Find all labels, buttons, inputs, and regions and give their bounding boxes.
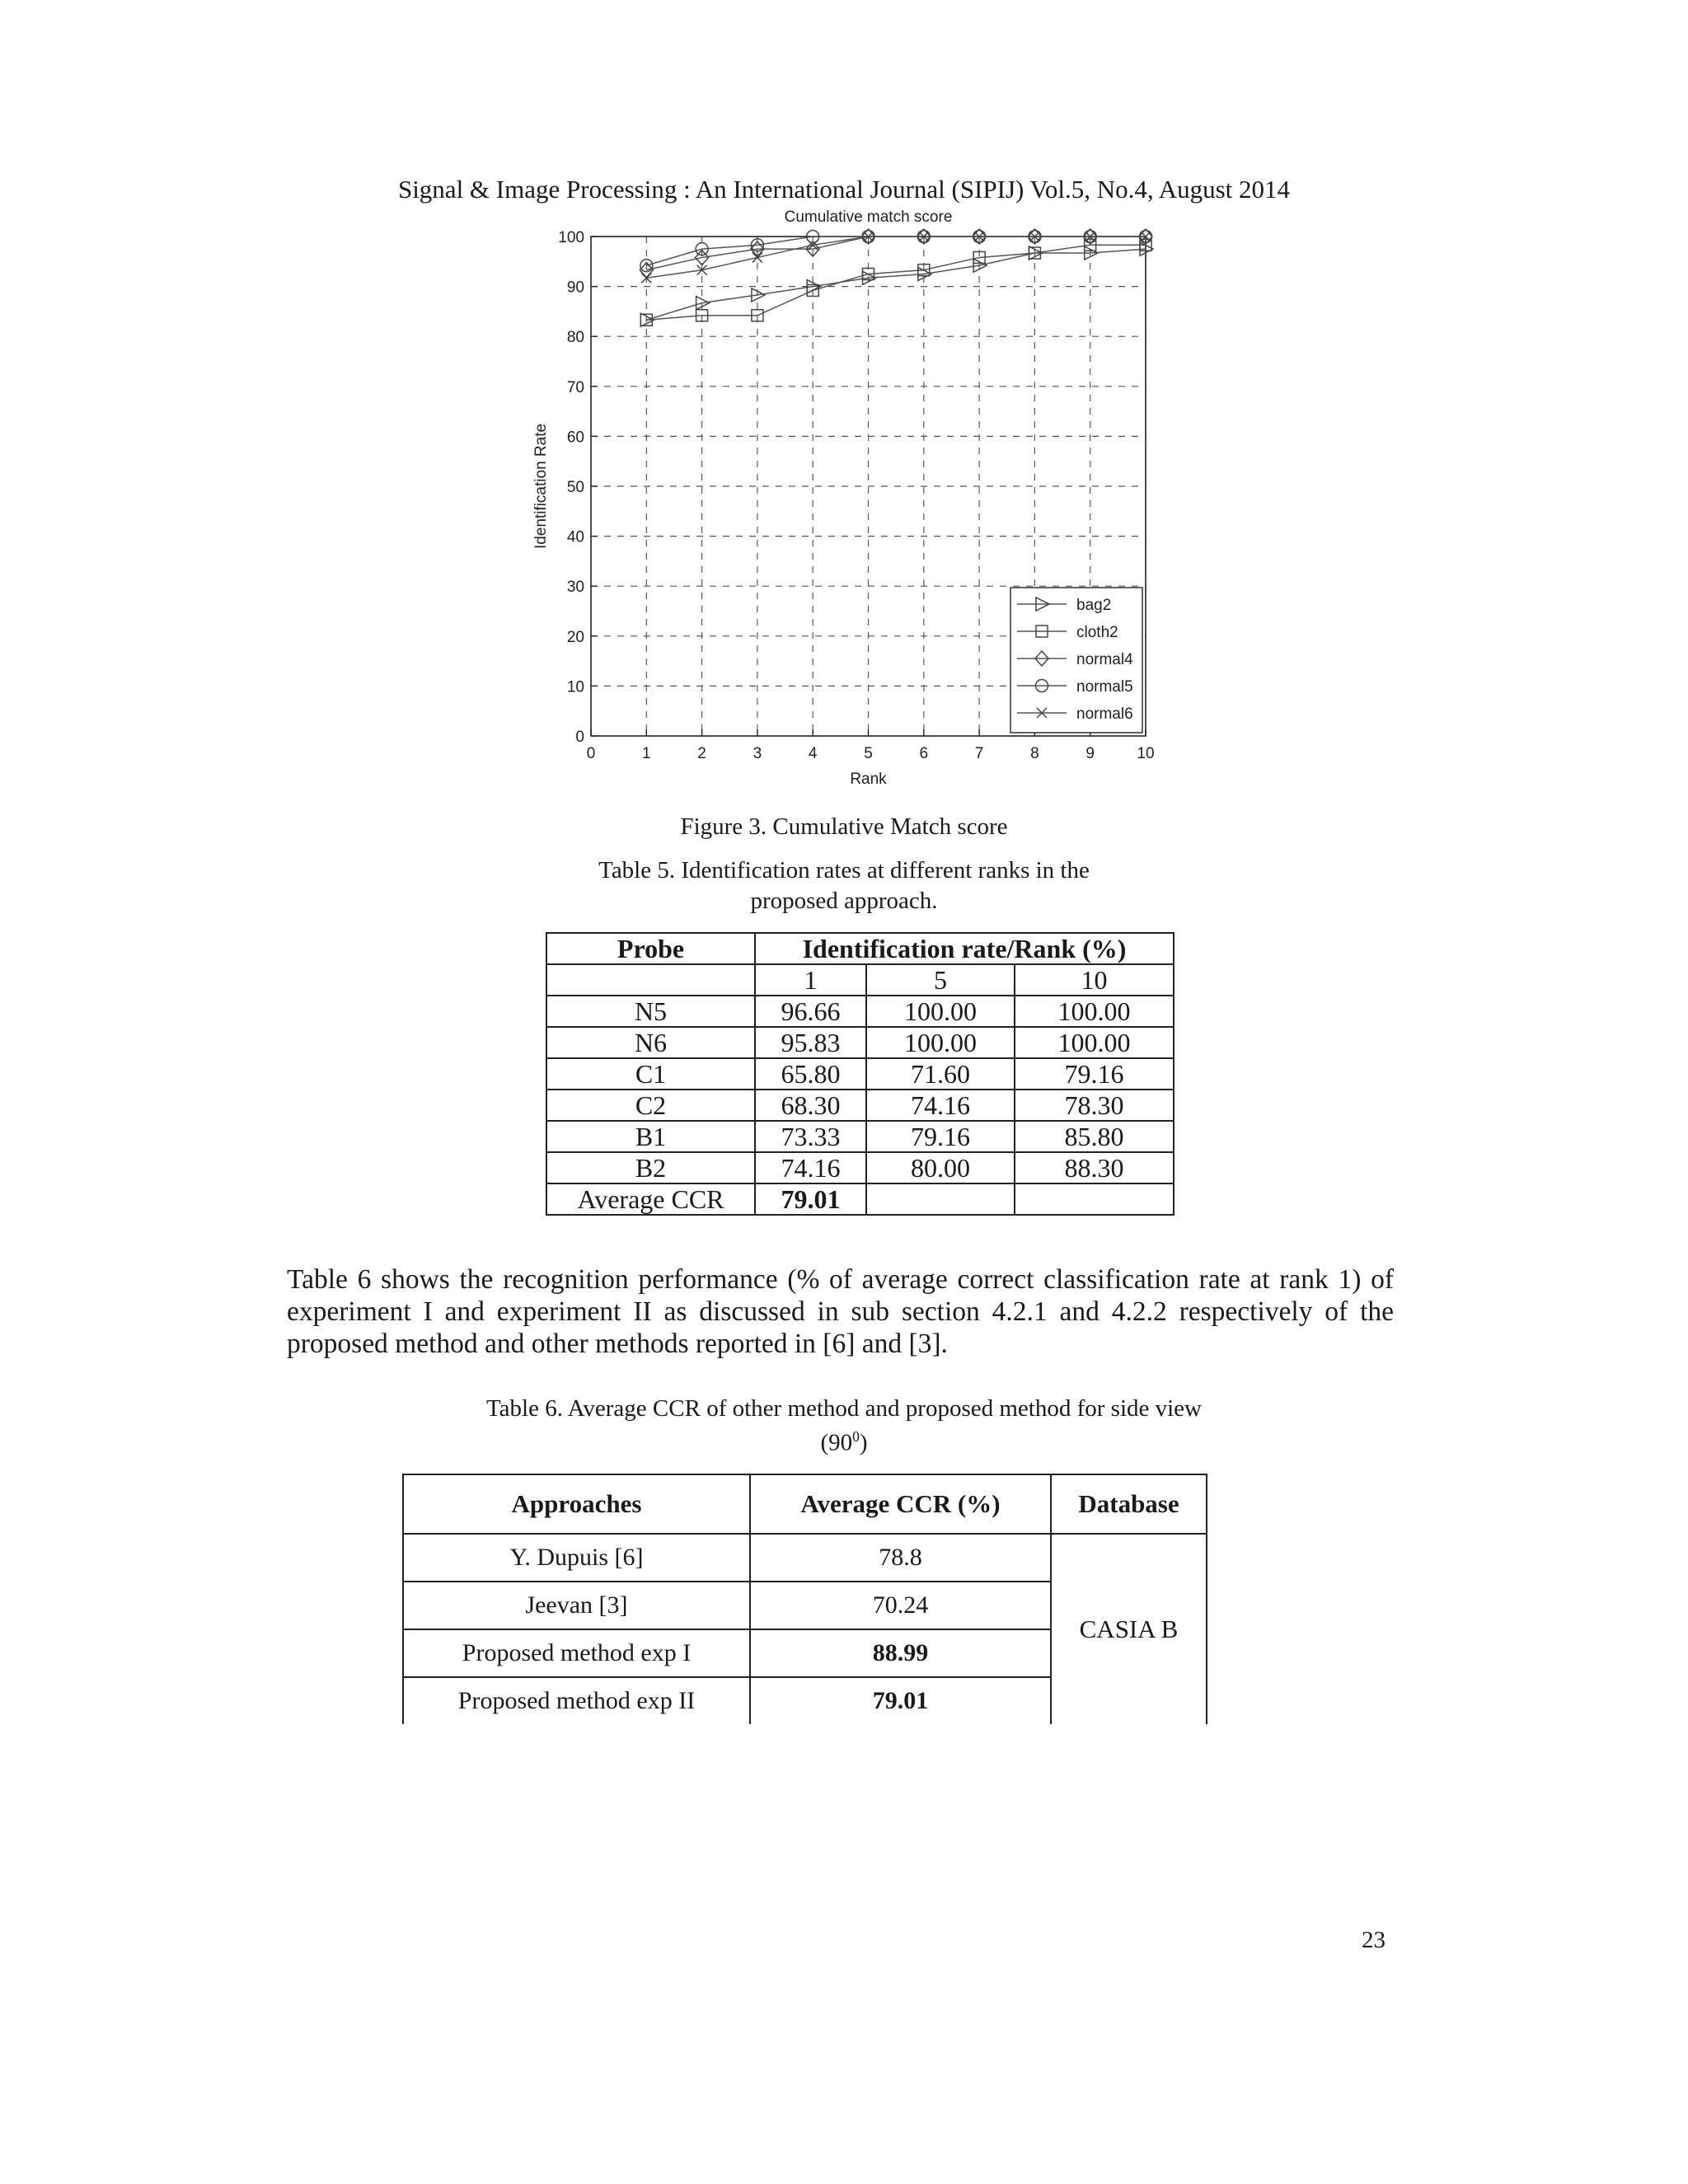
- table-cell: 79.01: [750, 1677, 1051, 1724]
- legend-label: cloth2: [1076, 624, 1118, 641]
- table-row: [403, 1534, 1207, 1582]
- x-tick-label: 5: [864, 745, 873, 762]
- table-cell: 95.83: [755, 1027, 866, 1058]
- y-tick-label: 50: [566, 479, 584, 496]
- table-cell: CASIA B: [1051, 1534, 1207, 1724]
- x-tick-label: 8: [1030, 745, 1039, 762]
- cumulative-match-chart: [495, 202, 1187, 795]
- table-cell: 73.33: [755, 1121, 866, 1152]
- y-tick-label: 90: [566, 279, 584, 297]
- legend-label: normal5: [1076, 678, 1133, 696]
- table-cell: 70.24: [750, 1582, 1051, 1629]
- caption-superscript: 0: [852, 1428, 860, 1445]
- table5-caption-line2: proposed approach.: [750, 888, 938, 914]
- table-cell: 10: [1015, 964, 1174, 996]
- table-row: [546, 964, 1174, 996]
- table-row: [403, 1474, 1207, 1534]
- table-cell: 65.80: [755, 1058, 866, 1090]
- table-cell: Proposed method exp II: [403, 1677, 750, 1724]
- table-header: Database: [1051, 1474, 1207, 1534]
- series-line-cloth2: [646, 245, 1146, 320]
- y-tick-label: 70: [566, 378, 584, 396]
- table-cell: 79.16: [1015, 1058, 1174, 1090]
- y-tick-label: 10: [566, 678, 584, 696]
- table-header: Average CCR (%): [750, 1474, 1051, 1534]
- table-header: Approaches: [403, 1474, 750, 1534]
- y-tick-label: 80: [566, 329, 584, 347]
- caption-text: ): [859, 1429, 868, 1456]
- table-cell: 96.66: [755, 996, 866, 1027]
- table-cell: 80.00: [866, 1152, 1015, 1183]
- table-row: [546, 1152, 1174, 1183]
- x-tick-label: 2: [697, 745, 706, 762]
- caption-text: (90: [820, 1429, 853, 1456]
- table-cell: [866, 1183, 1015, 1215]
- x-tick-label: 3: [753, 745, 762, 762]
- table5-caption-line1: Table 5. Identification rates at different ranks in the: [598, 857, 1090, 883]
- table-cell: 79.01: [755, 1183, 866, 1215]
- table-cell: 1: [755, 964, 866, 996]
- body-paragraph: Table 6 shows the recognition performance (% of average correct classification rate at rank 1) of experiment I and experiment II as discussed in sub section 4.2.1 and 4.2.2 respectively of the proposed method and other methods reported in [6] and [3].: [287, 1264, 1394, 1359]
- y-tick-label: 100: [558, 229, 584, 246]
- x-tick-label: 0: [586, 745, 596, 762]
- table-cell: N6: [546, 1027, 755, 1058]
- table-row: [546, 1058, 1174, 1090]
- table6-caption-line1: Table 6. Average CCR of other method and proposed method for side view: [485, 1395, 1203, 1422]
- running-header: Signal & Image Processing : An International Journal (SIPIJ) Vol.5, No.4, August 2014: [397, 175, 1291, 204]
- table-cell: [1015, 1183, 1174, 1215]
- table-cell: 100.00: [866, 1027, 1015, 1058]
- table-cell: 5: [866, 964, 1015, 996]
- x-axis-label: Rank: [850, 771, 887, 788]
- table-cell: 85.80: [1015, 1121, 1174, 1152]
- series-line-bag2: [646, 249, 1146, 320]
- y-tick-label: 20: [566, 628, 584, 646]
- legend-label: bag2: [1076, 597, 1112, 614]
- y-tick-label: 40: [566, 528, 584, 546]
- table-cell: Proposed method exp I: [403, 1629, 750, 1677]
- x-tick-label: 4: [808, 745, 818, 762]
- table-cell: 74.16: [866, 1090, 1015, 1121]
- legend-label: normal4: [1076, 651, 1133, 668]
- table-cell: Average CCR: [546, 1183, 755, 1215]
- y-tick-label: 0: [575, 729, 584, 746]
- y-tick-label: 30: [566, 579, 584, 597]
- y-axis-label: Identification Rate: [532, 423, 550, 550]
- x-tick-label: 1: [642, 745, 651, 762]
- table-cell: Y. Dupuis [6]: [403, 1534, 750, 1582]
- chart-title: Cumulative match score: [784, 209, 953, 226]
- table-cell: B2: [546, 1152, 755, 1183]
- table-cell: 79.16: [866, 1121, 1015, 1152]
- table-cell: 100.00: [1015, 996, 1174, 1027]
- table-cell: 78.8: [750, 1534, 1051, 1582]
- page-number: 23: [1362, 1927, 1386, 1953]
- table-row: [546, 996, 1174, 1027]
- table-cell: C1: [546, 1058, 755, 1090]
- table-cell: 71.60: [866, 1058, 1015, 1090]
- table6: [402, 1474, 1207, 1724]
- table5: [546, 932, 1175, 1216]
- x-tick-label: 9: [1085, 745, 1095, 762]
- table-cell: 88.99: [750, 1629, 1051, 1677]
- table-cell: [546, 964, 755, 996]
- x-tick-label: 6: [919, 745, 929, 762]
- figure-caption: Figure 3. Cumulative Match score: [680, 813, 1008, 840]
- y-tick-label: 60: [566, 429, 584, 447]
- table-cell: 88.30: [1015, 1152, 1174, 1183]
- legend-label: normal6: [1076, 705, 1133, 723]
- table-row: [546, 1183, 1174, 1215]
- table-cell: C2: [546, 1090, 755, 1121]
- table-row: [546, 1121, 1174, 1152]
- table-cell: 100.00: [866, 996, 1015, 1027]
- table-cell: 68.30: [755, 1090, 866, 1121]
- table-cell: N5: [546, 996, 755, 1027]
- table-header: Probe: [546, 933, 755, 964]
- table-cell: B1: [546, 1121, 755, 1152]
- table-cell: Jeevan [3]: [403, 1582, 750, 1629]
- table-row: [546, 1027, 1174, 1058]
- x-tick-label: 10: [1137, 745, 1155, 762]
- table-cell: 74.16: [755, 1152, 866, 1183]
- x-tick-label: 7: [974, 745, 984, 762]
- table-cell: 100.00: [1015, 1027, 1174, 1058]
- table-cell: 78.30: [1015, 1090, 1174, 1121]
- table-row: [546, 933, 1174, 964]
- table-row: [546, 1090, 1174, 1121]
- series-line-normal5: [646, 237, 1146, 265]
- table6-caption-line2: [0, 1428, 1688, 1457]
- table-header: Identification rate/Rank (%): [755, 933, 1174, 964]
